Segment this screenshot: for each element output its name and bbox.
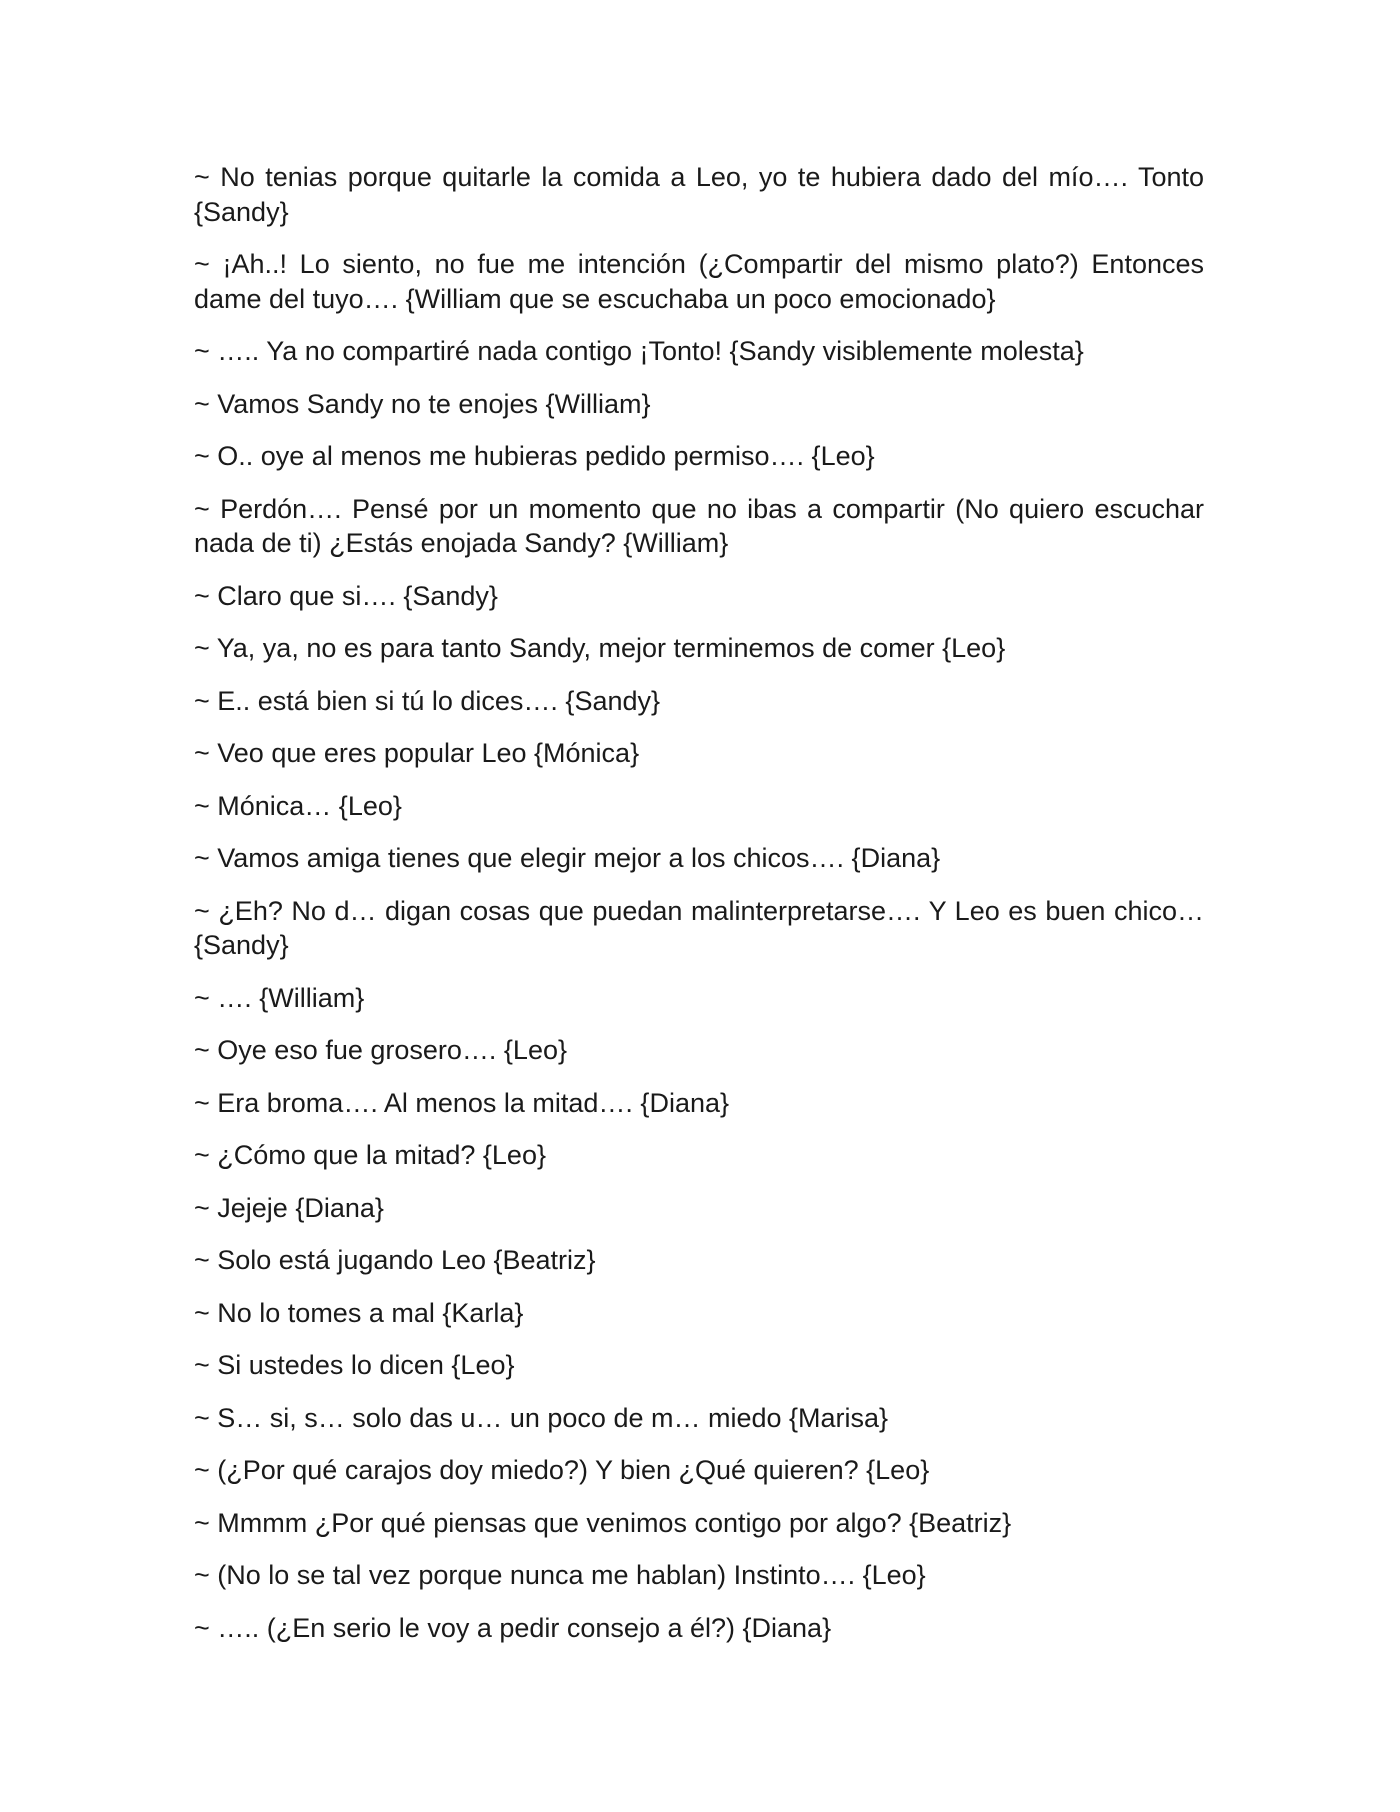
dialogue-line: ~ Mmmm ¿Por qué piensas que venimos contigo por algo? {Beatriz} <box>194 1507 1012 1538</box>
dialogue-line: ~ ¡Ah..! Lo siento, no fue me intención (¿Compartir del mismo plato?) Entonces dame del tuyo…. {William que se escuchaba un poco emocionado} <box>194 249 1204 314</box>
dialogue-line: ~ Jejeje {Diana} <box>194 1192 384 1223</box>
dialogue-line: ~ ….. Ya no compartiré nada contigo ¡Tonto! {Sandy visiblemente molesta} <box>194 336 1084 366</box>
dialogue-line: ~ No tenias porque quitarle la comida a Leo, yo te hubiera dado del mío…. Tonto {Sandy} <box>194 162 1204 227</box>
dialogue-line: ~ (¿Por qué carajos doy miedo?) Y bien ¿Qué quieren? {Leo} <box>194 1455 930 1485</box>
dialogue-line: ~ Claro que si…. {Sandy} <box>194 580 498 611</box>
dialogue-line: ~ Solo está jugando Leo {Beatriz} <box>194 1245 596 1275</box>
dialogue-line: ~ S… si, s… solo das u… un poco de m… miedo {Marisa} <box>194 1402 889 1433</box>
dialogue-text <box>194 160 1204 1663</box>
dialogue-line: ~ Perdón…. Pensé por un momento que no ibas a compartir (No quiero escuchar nada de ti) ¿Estás enojada Sandy? {William} <box>194 493 1204 558</box>
dialogue-line: ~ Ya, ya, no es para tanto Sandy, mejor terminemos de comer {Leo} <box>194 633 1006 663</box>
dialogue-line: ~ Vamos amiga tienes que elegir mejor a los chicos…. {Diana} <box>194 843 941 873</box>
dialogue-line: ~ ….. (¿En serio le voy a pedir consejo a él?) {Diana} <box>194 1612 832 1643</box>
dialogue-line: ~ No lo tomes a mal {Karla} <box>194 1297 524 1328</box>
dialogue-line: ~ ¿Eh? No d… digan cosas que puedan malinterpretarse…. Y Leo es buen chico… {Sandy} <box>194 895 1204 960</box>
dialogue-line: ~ E.. está bien si tú lo dices…. {Sandy} <box>194 685 661 716</box>
dialogue-line: ~ Veo que eres popular Leo {Mónica} <box>194 738 640 768</box>
dialogue-line: ~ ¿Cómo que la mitad? {Leo} <box>194 1140 546 1170</box>
dialogue-line: ~ O.. oye al menos me hubieras pedido permiso…. {Leo} <box>194 441 875 471</box>
dialogue-line: ~ Oye eso fue grosero…. {Leo} <box>194 1035 567 1065</box>
dialogue-line: ~ Mónica… {Leo} <box>194 790 402 821</box>
dialogue-line: ~ …. {William} <box>194 982 365 1013</box>
dialogue-line: ~ (No lo se tal vez porque nunca me hablan) Instinto…. {Leo} <box>194 1560 926 1590</box>
dialogue-line: ~ Vamos Sandy no te enojes {William} <box>194 388 651 419</box>
dialogue-line: ~ Si ustedes lo dicen {Leo} <box>194 1350 515 1380</box>
dialogue-line: ~ Era broma…. Al menos la mitad…. {Diana} <box>194 1087 730 1118</box>
